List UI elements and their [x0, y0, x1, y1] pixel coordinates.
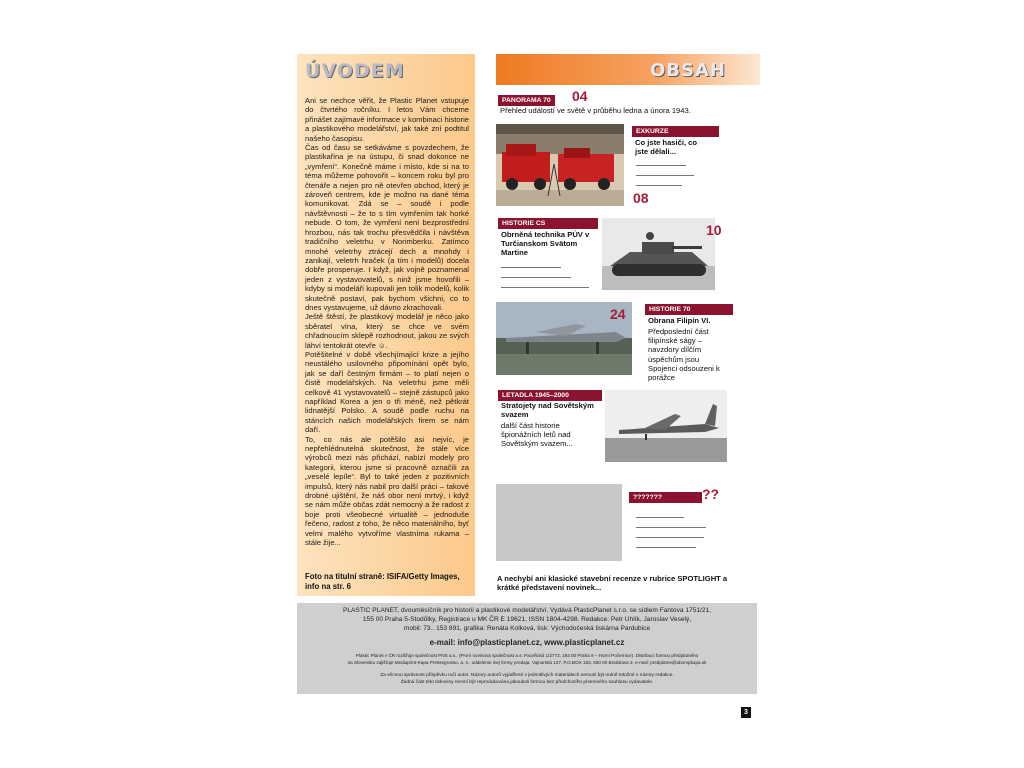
intro-paragraph: Ani se nechce věřit, že Plastic Planet vstupuje do čtvrtého ročníku. I letos Vám chceme přinášet zajímavé informace v kombinaci historie a plastikového modelářství, jak také zní podtitul našeho časopisu. — [305, 96, 469, 143]
contact-line[interactable]: e-mail: info@plasticplanet.cz, www.plasticplanet.cz — [429, 638, 625, 647]
panorama-description: Přehled událostí ve světě v průběhu ledna a února 1943. — [500, 106, 691, 115]
page-number-historie-cs[interactable]: 10 — [706, 222, 722, 238]
intro-heading: ÚVODEM — [305, 60, 405, 82]
page-number: 3 — [741, 707, 751, 718]
section-label-exkurze: EXKURZE — [632, 126, 719, 137]
placeholder-line — [636, 170, 694, 176]
page-number-historie-70[interactable]: 24 — [610, 306, 626, 322]
contents-closing-note: A nechybí ani klasické stavební recenze v rubrice SPOTLIGHT a krátké představení novinek... — [497, 574, 728, 593]
section-label-letadla: LETADLA 1945–2000 — [498, 390, 602, 401]
intro-text — [305, 96, 469, 548]
placeholder-line — [636, 160, 686, 166]
placeholder-line — [501, 262, 561, 268]
placeholder-line — [636, 522, 706, 528]
imprint-footer — [297, 603, 757, 694]
imprint-line: 155 00 Praha 5-Stodůlky, Registrace u MK ČR E 19621, ISSN 1804-4298. Redakce: Petr Uhlík, Jaroslav Veselý, — [362, 616, 692, 623]
exkurze-title: Co jste hasiči, co jste dělali... — [635, 138, 698, 157]
imprint-line: PLASTIC PLANET, dvouměsíčník pro historii a plastikové modelářství. Vydává PlasticPlanet s.r.o. se sídlem Fantova 1751/21, — [342, 607, 712, 614]
placeholder-line — [501, 272, 571, 278]
page-number-panorama[interactable]: 04 — [572, 88, 588, 104]
section-label-panorama: PANORAMA 70 — [498, 95, 555, 106]
image-placeholder — [496, 484, 622, 561]
historie-70-description: Předposlední část filipínské ságy – navzdory dílčím úspěchům jsou Spojenci odsouzeni k porážce — [648, 327, 720, 383]
placeholder-line — [636, 542, 696, 548]
cover-photo-note: Foto na titulní straně: ISIFA/Getty Images, info na str. 6 — [305, 572, 460, 591]
placeholder-line — [501, 282, 589, 288]
section-label-historie-cs: HISTORIE CS — [498, 218, 598, 229]
page-number-unknown[interactable]: ?? — [702, 486, 720, 502]
section-label-historie-70: HISTORIE 70 — [645, 304, 733, 315]
placeholder-line — [636, 180, 682, 186]
imprint-line: mobil: 73.. 153 891, grafika: Renáta Kolková, tisk: Východočeská tiskárna Pardubice — [403, 625, 651, 632]
letadla-description: další část historie špionážních letů nad Sovětským svazem... — [501, 421, 573, 449]
placeholder-line — [636, 532, 704, 538]
distribution-line: na Slovensku zajišťuje Mediaprint-Kapa Pressegrosso, a. s., oddelenie inej formy predaja, Vajnorská 137, P.O.BOX 183, 830 00 Bratislava 3, e-mail: predplatne@abompkapa.sk — [347, 660, 707, 665]
disclaimer-line: Za věcnou správnost příspěvku ručí autor. Názory autorů vyjádřené v jednotlivých materiálech nemusí být nutně totožné s názory redakce. — [380, 673, 674, 678]
fire-trucks-photo — [496, 124, 624, 206]
page-number-exkurze[interactable]: 08 — [633, 190, 649, 206]
historie-70-title: Obrana Filipín VI. — [648, 316, 711, 325]
distribution-line: Plastic Planet v ČR rozšiřuje společnost PNS a.s., (První novinová společnost a.s. Paceřická 1/2773, 193 00 Praha 9 – Horní Počernice). Distribuci formou předplatného — [355, 653, 699, 658]
jet-photo — [605, 390, 727, 462]
placeholder-line — [636, 512, 684, 518]
tank-photo — [602, 218, 715, 290]
intro-paragraph: Potěšitelné v době všechjímající krize a jejího neustálého usilovného připomínání opět bylo, jak se daří čestným firmám – to platí nejen o čistě modelářských. Na veletrhu jsme měli celkově 41 vystavovatelů – stejně zástupců jako například Korea a jen o tři méně, než pětkrát lidnatější Polsko. A soudě podle ruchu na stáncích našich modelářských firem se nám daří. — [305, 349, 469, 435]
disclaimer-line: Žádná část této tiskoviny nesmí být reprodukována jakoukoli formou bez předchozího písemného souhlasu vydavatele. — [400, 680, 654, 685]
intro-paragraph: Ještě štěstí, že plastikový modelář je něco jako sběratel vína, který se chce ve svém chřadnoucím sklepě rozhodnout, jakou ze svých láhví tentokrát otevře ☺. — [305, 312, 469, 350]
intro-paragraph: To, co nás ale potěšilo asi nejvíc, je nepřehlédnutelná skutečnost, že stále více výrobců mezi nás přichází, nabízí modely pro kategorii, kterou jsme si pracovně označili za „veselé lepíle“. Byl to také jeden z pozitivních impulsů, který nás nabil pro další práci – takové drobné ujištění, že náš obor není mrtvý, i když se nám může občas zdát nemocný a že radost z boje proti všeobecné virtualitě – jednoduše řečeno, radost z toho, že něco materiálního, byť velmi malého vytvoříme vlastníma rukama – stále žije... — [305, 434, 469, 548]
letadla-title: Stratojety nad Sovětským svazem — [501, 401, 594, 420]
historie-cs-title: Obrněná technika PÚV v Turčianskom Svätom Martine — [501, 230, 590, 258]
contents-heading: OBSAH — [650, 60, 726, 81]
intro-paragraph: Čas od času se setkáváme s povzdechem, že plastikařina je na ústupu, či snad dokonce ne „vymření“. Konečně máme i místo, kde si na to téma můžeme pohovořit – koncem roku byl pro čtenáře a nejen pro ně otevřen obchod, který je zároveň centrem, kde je možno na dané téma komunikovat. Zdá se – soudě i podle návštěvnosti – že to s tím vymřením tak horké nebude. O tom, že vymření není bezprostřední hrozbou, nás tak trochu přesvědčila i návštěva tradičního veletrhu v Norimberku. Zatímco mnohé veletrhy ztrácejí dech a mnohdy i zanikají, veletrh hraček (a tím i modelů) docela dobře prosperuje. I když, jak vojně poznamenal jeden z vystavovatelů, s ninž jsme hovořili – kdyby si modeláři kupovali jen tolik modelů, kolik skutečně postaví, pak bychom všichni, co to dnes vystavujeme, už dávno zkrachovali. — [305, 143, 469, 312]
section-label-unknown: ??????? — [629, 492, 702, 503]
